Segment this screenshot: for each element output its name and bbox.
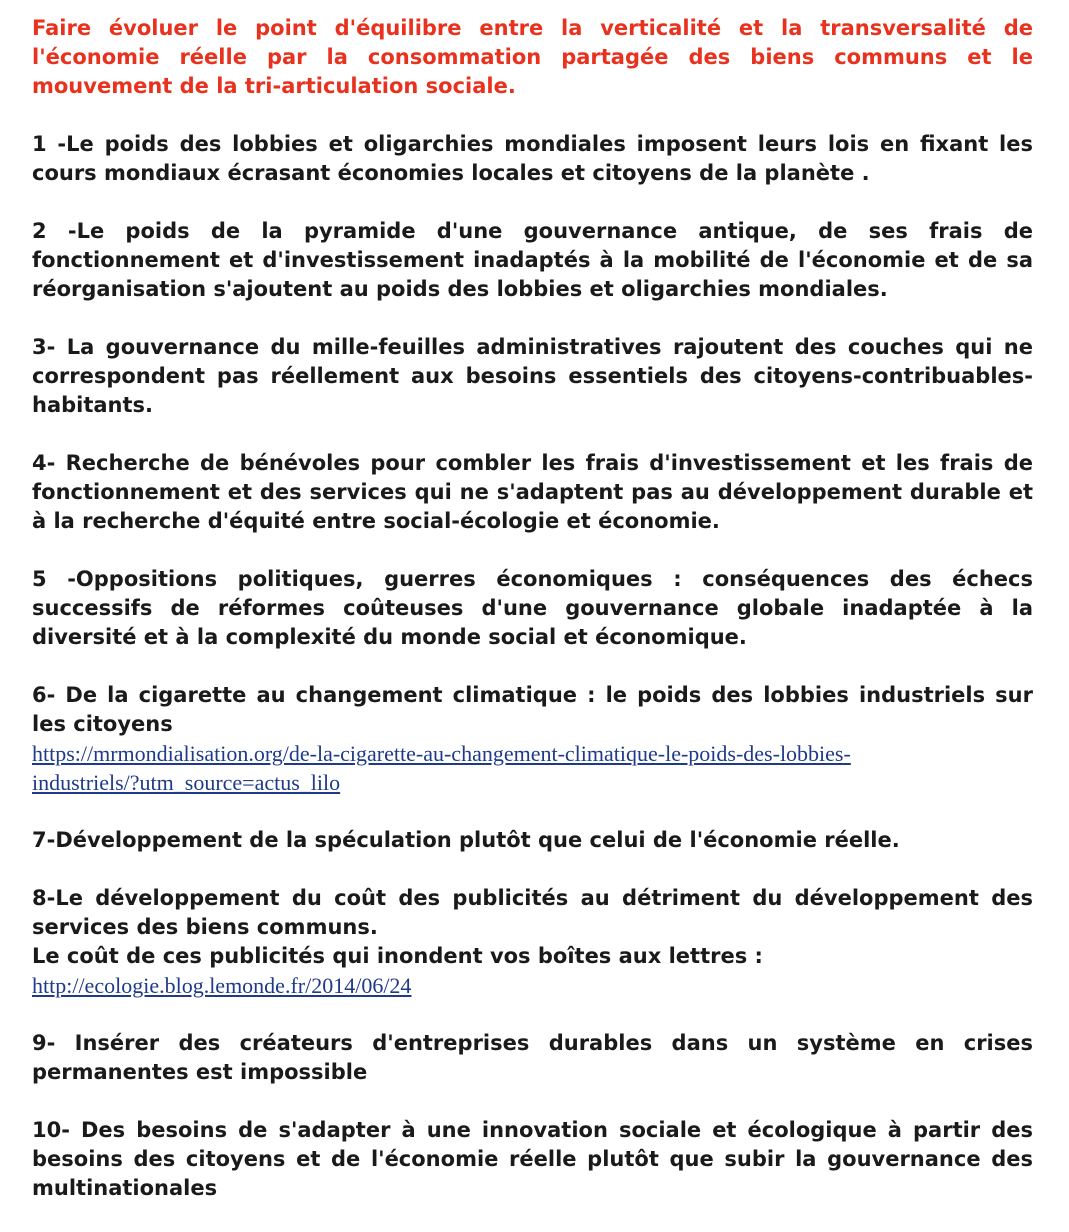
list-item-8 [32,884,1033,1000]
list-item-8-subtext: Le coût de ces publicités qui inondent vos boîtes aux lettres : [32,944,763,968]
cigarette-article-link[interactable] [32,739,1033,797]
list-item-7: 7-Développement de la spéculation plutôt que celui de l'économie réelle. [32,828,900,852]
list-item-6-text: 6- De la cigarette au changement climatique : le poids des lobbies industriels sur les citoyens [32,683,1033,736]
list-item-5: 5 -Oppositions politiques, guerres économiques : conséquences des échecs successifs de réformes coûteuses d'une gouvernance globale inadaptée à la diversité et à la complexité du monde social et économique. [32,567,1033,649]
list-item-6 [32,681,1033,797]
list-item-3: 3- La gouvernance du mille-feuilles administratives rajoutent des couches qui ne correspondent pas réellement aux besoins essentiels des citoyens-contribuables-habitants. [32,335,1033,417]
list-item-9: 9- Insérer des créateurs d'entreprises durables dans un système en crises permanentes est impossible [32,1031,1033,1084]
list-item-10: 10- Des besoins de s'adapter à une innovation sociale et écologique à partir des besoins des citoyens et de l'économie réelle plutôt que subir la gouvernance des multinationales [32,1118,1033,1200]
list-item-2: 2 -Le poids de la pyramide d'une gouvernance antique, de ses frais de fonctionnement et d'investissement inadaptés à la mobilité de l'économie et de sa réorganisation s'ajoutent au poids des lobbies et oligarchies mondiales. [32,219,1033,301]
document-body [32,14,1033,1232]
link-line-2: industriels/?utm_source=actus_lilo [32,770,341,795]
link-line-1: https://mrmondialisation.org/de-la-cigarette-au-changement-climatique-le-poids-des-lobbies- [32,741,851,766]
list-item-4: 4- Recherche de bénévoles pour combler les frais d'investissement et les frais de fonctionnement et des services qui ne s'adaptent pas au développement durable et à la recherche d'équité entre social-écologie et économie. [32,451,1033,533]
document-title: Faire évoluer le point d'équilibre entre la verticalité et la transversalité de l'économie réelle par la consommation partagée des biens communs et le mouvement de la tri-articulation sociale. [32,16,1033,98]
list-item-8-text: 8-Le développement du coût des publicités au détriment du développement des services des biens communs. [32,886,1033,939]
ecologie-blog-link[interactable]: http://ecologie.blog.lemonde.fr/2014/06/24 [32,973,412,998]
list-item-1: 1 -Le poids des lobbies et oligarchies mondiales imposent leurs lois en fixant les cours mondiaux écrasant économies locales et citoyens de la planète . [32,132,1033,185]
